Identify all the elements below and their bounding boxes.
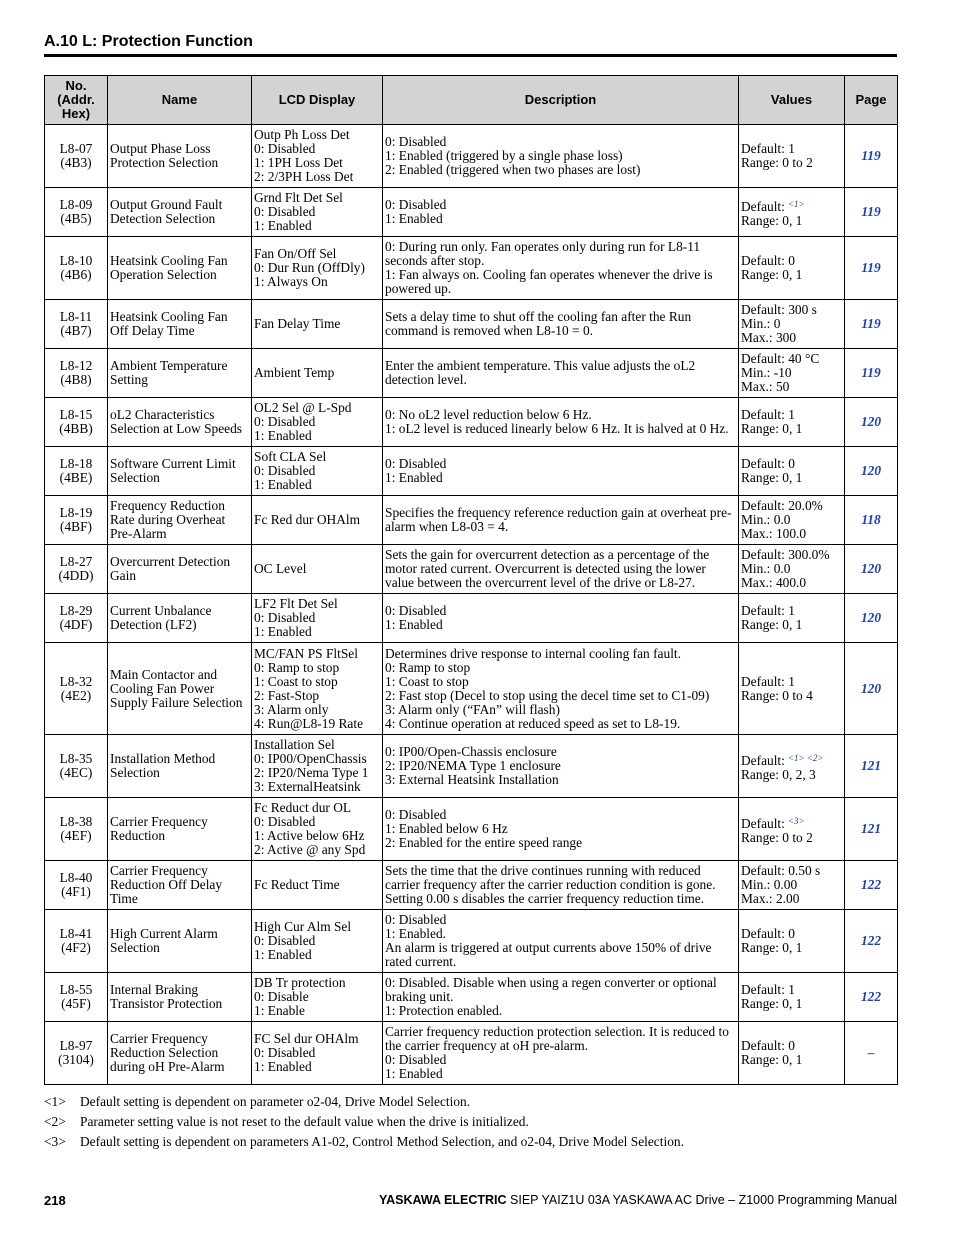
- lcd-display: OL2 Sel @ L-Spd 0: Disabled 1: Enabled: [252, 398, 383, 447]
- parameter-number: L8-18 (4BE): [45, 447, 108, 496]
- parameter-name: Frequency Reduction Rate during Overheat Pre-Alarm: [108, 496, 252, 545]
- table-row: [45, 643, 898, 735]
- lcd-display: DB Tr protection 0: Disable 1: Enable: [252, 973, 383, 1022]
- parameter-number: L8-19 (4BF): [45, 496, 108, 545]
- parameter-values: [739, 349, 845, 398]
- lcd-display: MC/FAN PS FltSel 0: Ramp to stop 1: Coast to stop 2: Fast-Stop 3: Alarm only 4: Run@L8-19 Rate: [252, 643, 383, 735]
- footer-brand: YASKAWA ELECTRIC: [378, 1193, 507, 1207]
- parameter-description: 0: Disabled 1: Enabled: [383, 188, 739, 237]
- parameter-number: L8-07 (4B3): [45, 125, 108, 188]
- parameter-values: [739, 643, 845, 735]
- default-value: Default: 300.0%: [741, 547, 830, 562]
- default-value: Default: 40 °C: [741, 351, 820, 366]
- lcd-display: High Cur Alm Sel 0: Disabled 1: Enabled: [252, 910, 383, 973]
- value-range: Range: 0, 1: [741, 212, 803, 228]
- value-range: Min.: 0.00 Max.: 2.00: [741, 877, 800, 906]
- header-lcd-display: LCD Display: [252, 76, 383, 125]
- footnote-mark: <3>: [44, 1134, 66, 1149]
- page-link[interactable]: 119: [845, 237, 898, 300]
- default-value: Default:: [741, 815, 785, 831]
- parameter-values: [739, 398, 845, 447]
- page-number: 218: [44, 1193, 66, 1208]
- parameter-number: L8-32 (4E2): [45, 643, 108, 735]
- parameter-description: Determines drive response to internal cooling fan fault. 0: Ramp to stop 1: Coast to stop 2: Fast stop (Decel to stop using the decel time set to C1-09) 3: Alarm only (“FAn” will flash) 4: Continue operation at reduced speed as set to L8-19.: [383, 643, 739, 735]
- parameter-values: [739, 125, 845, 188]
- page-link[interactable]: 119: [845, 188, 898, 237]
- footnote: [44, 1112, 904, 1132]
- footnote-reference[interactable]: <3>: [787, 815, 805, 826]
- default-value: Default: 1: [741, 603, 795, 618]
- footnote: [44, 1092, 904, 1112]
- page-link[interactable]: 118: [845, 496, 898, 545]
- table-row: [45, 300, 898, 349]
- parameter-description: Sets the gain for overcurrent detection as a percentage of the motor rated current. Overcurrent is detected using the lower value between the overcurrent level of the drive or L8-27.: [383, 545, 739, 594]
- default-value: Default: 1: [741, 673, 795, 689]
- parameter-name: Main Contactor and Cooling Fan Power Supply Failure Selection: [108, 643, 252, 735]
- page-link[interactable]: 119: [845, 300, 898, 349]
- header-no: No. (Addr. Hex): [45, 76, 108, 125]
- table-row: [45, 237, 898, 300]
- page-link: –: [845, 1022, 898, 1085]
- parameter-description: 0: IP00/Open-Chassis enclosure 2: IP20/NEMA Type 1 enclosure 3: External Heatsink Installation: [383, 735, 739, 798]
- parameter-name: Output Phase Loss Protection Selection: [108, 125, 252, 188]
- header-name: Name: [108, 76, 252, 125]
- lcd-display: Installation Sel 0: IP00/OpenChassis 2: IP20/Nema Type 1 3: ExternalHeatsink: [252, 735, 383, 798]
- lcd-display: Fan On/Off Sel 0: Dur Run (OffDly) 1: Always On: [252, 237, 383, 300]
- page-link[interactable]: 122: [845, 910, 898, 973]
- lcd-display: Ambient Temp: [252, 349, 383, 398]
- table-row: [45, 735, 898, 798]
- footer-document-title: [379, 1193, 897, 1207]
- parameter-values: [739, 861, 845, 910]
- parameter-values: [739, 300, 845, 349]
- table-row: [45, 1022, 898, 1085]
- lcd-display: Fan Delay Time: [252, 300, 383, 349]
- parameter-description: 0: Disabled 1: Enabled. An alarm is triggered at output currents above 150% of drive rated current.: [383, 910, 739, 973]
- default-value: Default: 1: [741, 982, 795, 997]
- parameter-name: Current Unbalance Detection (LF2): [108, 594, 252, 643]
- page-link[interactable]: 120: [845, 643, 898, 735]
- default-value: Default: 1: [741, 141, 795, 156]
- header-values: Values: [739, 76, 845, 125]
- parameter-name: Ambient Temperature Setting: [108, 349, 252, 398]
- parameter-description: 0: During run only. Fan operates only during run for L8-11 seconds after stop. 1: Fan always on. Cooling fan operates whenever the drive is powered up.: [383, 237, 739, 300]
- default-value: Default: 0.50 s: [741, 863, 821, 878]
- footnote-text: Parameter setting value is not reset to the default value when the drive is initialized.: [80, 1114, 529, 1129]
- footnote: [44, 1132, 904, 1152]
- table-row: [45, 861, 898, 910]
- table-row: [45, 496, 898, 545]
- parameter-description: Sets a delay time to shut off the cooling fan after the Run command is removed when L8-10 = 0.: [383, 300, 739, 349]
- parameter-number: L8-40 (4F1): [45, 861, 108, 910]
- parameter-number: L8-97 (3104): [45, 1022, 108, 1085]
- parameter-description: 0: Disabled 1: Enabled: [383, 447, 739, 496]
- parameter-name: oL2 Characteristics Selection at Low Speeds: [108, 398, 252, 447]
- parameter-values: [739, 910, 845, 973]
- page-link[interactable]: 119: [845, 125, 898, 188]
- parameter-number: L8-12 (4B8): [45, 349, 108, 398]
- table-row: [45, 125, 898, 188]
- footnote-text: Default setting is dependent on parameters A1-02, Control Method Selection, and o2-04, Drive Model Selection.: [80, 1134, 684, 1149]
- parameter-description: 0: Disabled. Disable when using a regen converter or optional braking unit. 1: Protection enabled.: [383, 973, 739, 1022]
- lcd-display: Outp Ph Loss Det 0: Disabled 1: 1PH Loss Det 2: 2/3PH Loss Det: [252, 125, 383, 188]
- parameter-table: [44, 75, 898, 1085]
- parameter-name: Carrier Frequency Reduction: [108, 798, 252, 861]
- parameter-values: [739, 735, 845, 798]
- parameter-description: Carrier frequency reduction protection selection. It is reduced to the carrier frequency at oH pre-alarm. 0: Disabled 1: Enabled: [383, 1022, 739, 1085]
- table-row: [45, 447, 898, 496]
- value-range: Range: 0 to 4: [741, 687, 813, 703]
- page-link[interactable]: 121: [845, 735, 898, 798]
- lcd-display: OC Level: [252, 545, 383, 594]
- value-range: Range: 0, 1: [741, 1052, 803, 1067]
- default-value: Default: 0: [741, 926, 795, 941]
- default-value: Default: 0: [741, 456, 795, 471]
- footer-doc-text: SIEP YAIZ1U 03A YASKAWA AC Drive – Z1000 Programming Manual: [506, 1193, 897, 1207]
- table-row: [45, 398, 898, 447]
- default-value: Default: 20.0%: [741, 498, 823, 513]
- value-range: Range: 0, 1: [741, 470, 803, 485]
- value-range: Range: 0 to 2: [741, 829, 813, 845]
- page-link[interactable]: 119: [845, 349, 898, 398]
- parameter-description: Enter the ambient temperature. This value adjusts the oL2 detection level.: [383, 349, 739, 398]
- page-link[interactable]: 122: [845, 973, 898, 1022]
- lcd-display: FC Sel dur OHAlm 0: Disabled 1: Enabled: [252, 1022, 383, 1085]
- table-header-row: [45, 76, 898, 125]
- title-rule: [44, 54, 897, 57]
- parameter-number: L8-41 (4F2): [45, 910, 108, 973]
- parameter-values: [739, 545, 845, 594]
- parameter-name: Installation Method Selection: [108, 735, 252, 798]
- default-value: Default:: [741, 752, 785, 768]
- parameter-description: 0: Disabled 1: Enabled (triggered by a single phase loss) 2: Enabled (triggered when two phases are lost): [383, 125, 739, 188]
- default-value: Default: 300 s: [741, 302, 817, 317]
- footnote-text: Default setting is dependent on parameter o2-04, Drive Model Selection.: [80, 1094, 471, 1109]
- default-value: Default: 0: [741, 253, 795, 268]
- parameter-values: [739, 496, 845, 545]
- parameter-name: Software Current Limit Selection: [108, 447, 252, 496]
- parameter-description: 0: No oL2 level reduction below 6 Hz. 1: oL2 level is reduced linearly below 6 Hz. It is halved at 0 Hz.: [383, 398, 739, 447]
- value-range: Range: 0, 1: [741, 421, 803, 436]
- header-description: Description: [383, 76, 739, 125]
- table-row: [45, 973, 898, 1022]
- value-range: Min.: 0.0 Max.: 400.0: [741, 561, 807, 590]
- section-title: A.10 L: Protection Function: [44, 33, 253, 50]
- parameter-name: Carrier Frequency Reduction Off Delay Time: [108, 861, 252, 910]
- parameter-description: 0: Disabled 1: Enabled below 6 Hz 2: Enabled for the entire speed range: [383, 798, 739, 861]
- parameter-name: Carrier Frequency Reduction Selection during oH Pre-Alarm: [108, 1022, 252, 1085]
- value-range: Min.: 0.0 Max.: 100.0: [741, 512, 807, 541]
- table-row: [45, 188, 898, 237]
- footnotes: [44, 1092, 904, 1152]
- lcd-display: Fc Reduct Time: [252, 861, 383, 910]
- default-value: Default: 0: [741, 1038, 795, 1053]
- parameter-values: [739, 1022, 845, 1085]
- parameter-number: L8-55 (45F): [45, 973, 108, 1022]
- parameter-number: L8-27 (4DD): [45, 545, 108, 594]
- parameter-number: L8-29 (4DF): [45, 594, 108, 643]
- table-row: [45, 349, 898, 398]
- table-row: [45, 910, 898, 973]
- footnote-reference[interactable]: <1> <2>: [787, 752, 824, 763]
- parameter-name: High Current Alarm Selection: [108, 910, 252, 973]
- lcd-display: Soft CLA Sel 0: Disabled 1: Enabled: [252, 447, 383, 496]
- table-row: [45, 545, 898, 594]
- table-row: [45, 798, 898, 861]
- lcd-display: Fc Reduct dur OL 0: Disabled 1: Active below 6Hz 2: Active @ any Spd: [252, 798, 383, 861]
- lcd-display: LF2 Flt Det Sel 0: Disabled 1: Enabled: [252, 594, 383, 643]
- page-link[interactable]: 120: [845, 594, 898, 643]
- page-link[interactable]: 120: [845, 447, 898, 496]
- value-range: Range: 0, 1: [741, 267, 803, 282]
- footnote-mark: <1>: [44, 1094, 66, 1109]
- footnote-mark: <2>: [44, 1114, 66, 1129]
- value-range: Range: 0, 1: [741, 996, 803, 1011]
- parameter-number: L8-11 (4B7): [45, 300, 108, 349]
- parameter-number: L8-09 (4B5): [45, 188, 108, 237]
- parameter-name: Heatsink Cooling Fan Off Delay Time: [108, 300, 252, 349]
- default-value: Default: 1: [741, 407, 795, 422]
- parameter-number: L8-38 (4EF): [45, 798, 108, 861]
- default-value: Default:: [741, 198, 785, 214]
- parameter-description: Sets the time that the drive continues running with reduced carrier frequency after the carrier reduction condition is gone. Setting 0.00 s disables the carrier frequency reduction time.: [383, 861, 739, 910]
- parameter-name: Internal Braking Transistor Protection: [108, 973, 252, 1022]
- parameter-description: Specifies the frequency reference reduction gain at overheat pre-alarm when L8-03 = 4.: [383, 496, 739, 545]
- parameter-values: [739, 798, 845, 861]
- parameter-name: Overcurrent Detection Gain: [108, 545, 252, 594]
- value-range: Range: 0, 1: [741, 617, 803, 632]
- parameter-values: [739, 188, 845, 237]
- lcd-display: Grnd Flt Det Sel 0: Disabled 1: Enabled: [252, 188, 383, 237]
- parameter-description: 0: Disabled 1: Enabled: [383, 594, 739, 643]
- parameter-name: Output Ground Fault Detection Selection: [108, 188, 252, 237]
- parameter-number: L8-10 (4B6): [45, 237, 108, 300]
- value-range: Range: 0 to 2: [741, 155, 813, 170]
- parameter-number: L8-35 (4EC): [45, 735, 108, 798]
- parameter-values: [739, 973, 845, 1022]
- page-link[interactable]: 120: [845, 398, 898, 447]
- page-link[interactable]: 122: [845, 861, 898, 910]
- parameter-values: [739, 237, 845, 300]
- parameter-values: [739, 447, 845, 496]
- value-range: Range: 0, 1: [741, 940, 803, 955]
- parameter-number: L8-15 (4BB): [45, 398, 108, 447]
- value-range: Range: 0, 2, 3: [741, 766, 816, 782]
- value-range: Min.: 0 Max.: 300: [741, 316, 797, 345]
- parameter-values: [739, 594, 845, 643]
- page-link[interactable]: 120: [845, 545, 898, 594]
- lcd-display: Fc Red dur OHAlm: [252, 496, 383, 545]
- parameter-name: Heatsink Cooling Fan Operation Selection: [108, 237, 252, 300]
- value-range: Min.: -10 Max.: 50: [741, 365, 792, 394]
- table-row: [45, 594, 898, 643]
- footnote-reference[interactable]: <1>: [787, 198, 805, 209]
- page-link[interactable]: 121: [845, 798, 898, 861]
- header-page: Page: [845, 76, 898, 125]
